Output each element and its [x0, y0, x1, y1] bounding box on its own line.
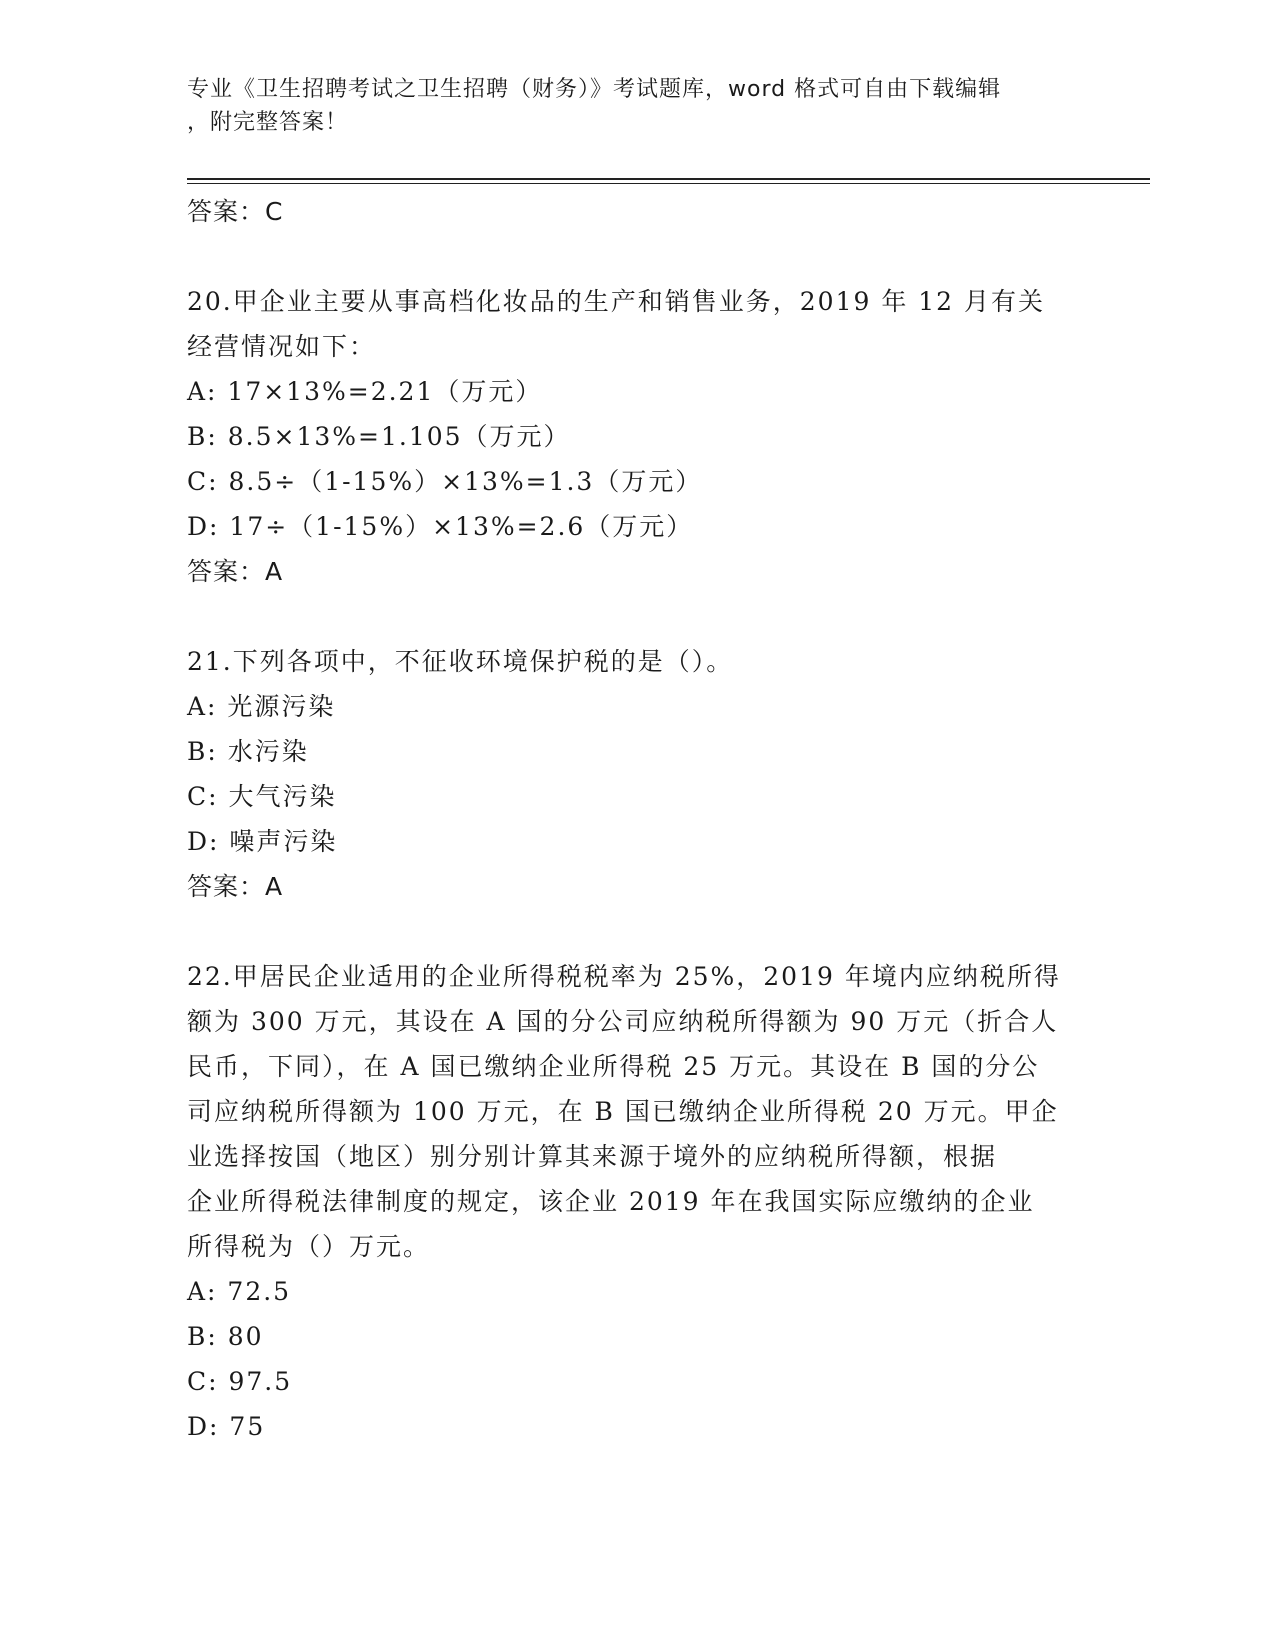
option-d: D: 噪声污染 [187, 827, 338, 856]
answer: 答案：A [187, 872, 284, 901]
answer: 答案：A [187, 557, 284, 586]
question-stem-line: 额为 300 万元，其设在 A 国的分公司应纳税所得额为 90 万元（折合人 [187, 1007, 1059, 1036]
question-stem-line: 21.下列各项中，不征收环境保护税的是（）。 [187, 647, 734, 676]
previous-answer: 答案：C [187, 197, 284, 226]
header-divider-thin [187, 183, 1150, 184]
question-stem-line: 20.甲企业主要从事高档化妆品的生产和销售业务，2019 年 12 月有关 [187, 287, 1046, 316]
question-stem-line: 民币，下同），在 A 国已缴纳企业所得税 25 万元。其设在 B 国的分公 [187, 1052, 1040, 1081]
question-20 [187, 279, 1087, 594]
header-line-2: ，附完整答案！ [187, 110, 349, 135]
option-c: C: 97.5 [187, 1367, 293, 1396]
option-d: D: 17÷（1-15%）×13%=2.6（万元） [187, 512, 694, 541]
option-b: B: 80 [187, 1322, 264, 1351]
question-stem-line: 所得税为（）万元。 [187, 1232, 431, 1261]
option-c: C: 大气污染 [187, 782, 337, 811]
option-a: A: 72.5 [187, 1277, 292, 1306]
header-line-1: 专业《卫生招聘考试之卫生招聘（财务）》考试题库，word 格式可自由下载编辑 [187, 77, 1002, 102]
question-stem-line: 22.甲居民企业适用的企业所得税税率为 25%，2019 年境内应纳税所得 [187, 962, 1061, 991]
header-divider-thick [187, 178, 1150, 180]
question-22 [187, 954, 1087, 1449]
option-b: B: 8.5×13%=1.105（万元） [187, 422, 571, 451]
question-list [187, 189, 1087, 1449]
option-a: A: 光源污染 [187, 692, 336, 721]
question-stem-line: 业选择按国（地区）别分别计算其来源于境外的应纳税所得额，根据 [187, 1142, 998, 1171]
question-stem-line: 司应纳税所得额为 100 万元，在 B 国已缴纳企业所得税 20 万元。甲企 [187, 1097, 1059, 1126]
option-a: A: 17×13%=2.21（万元） [187, 377, 543, 406]
spacer [187, 909, 1087, 954]
option-c: C: 8.5÷（1-15%）×13%=1.3（万元） [187, 467, 703, 496]
spacer [187, 594, 1087, 639]
question-stem-line: 经营情况如下： [187, 332, 377, 361]
option-b: B: 水污染 [187, 737, 309, 766]
spacer [187, 234, 1087, 279]
question-21 [187, 639, 1087, 909]
question-stem-line: 企业所得税法律制度的规定，该企业 2019 年在我国实际应缴纳的企业 [187, 1187, 1035, 1216]
document-header [187, 73, 1067, 139]
option-d: D: 75 [187, 1412, 266, 1441]
